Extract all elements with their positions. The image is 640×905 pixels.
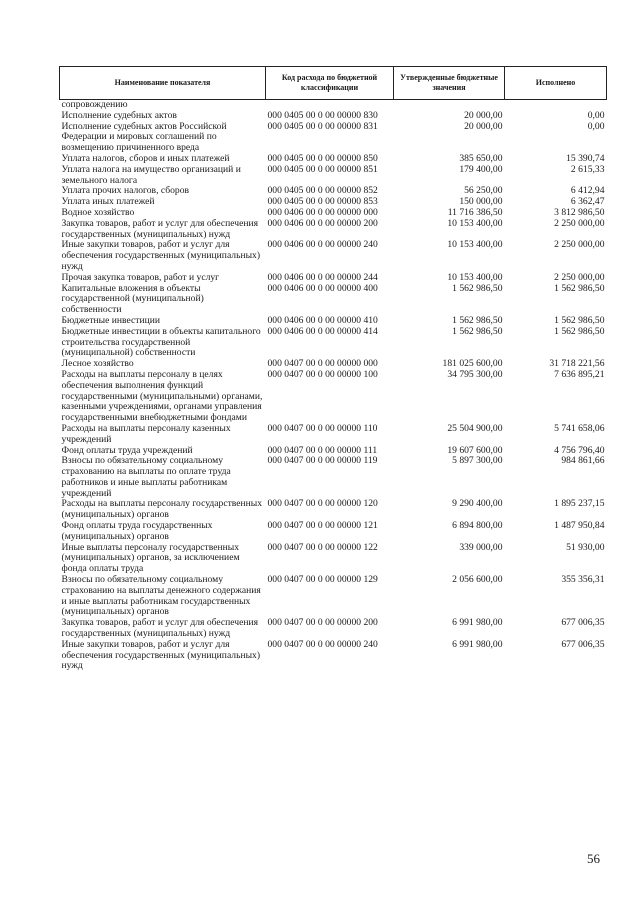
row-code: 000 0407 00 0 00 00000 120 xyxy=(267,498,378,510)
row-approved: 1 562 986,50 xyxy=(452,282,503,294)
table-row xyxy=(60,327,607,359)
row-approved: 20 000,00 xyxy=(464,109,503,121)
row-approved: 6 991 980,00 xyxy=(452,638,503,650)
row-name: Расходы на выплаты персоналу казенных учреждений xyxy=(61,422,231,445)
row-executed: 0,00 xyxy=(587,109,605,121)
row-executed: 1 562 986,50 xyxy=(554,314,605,326)
row-approved: 179 400,00 xyxy=(459,163,503,175)
row-executed: 2 250 000,00 xyxy=(554,271,605,283)
table-row xyxy=(60,284,607,316)
table-body xyxy=(60,100,607,673)
table-row xyxy=(60,640,607,672)
row-code: 000 0407 00 0 00 00000 000 xyxy=(267,358,378,370)
row-code: 000 0407 00 0 00 00000 119 xyxy=(267,455,378,467)
row-name: Взносы по обязательному социальному страхованию на выплаты по оплате труда работников и иные выплаты работникам учреждений xyxy=(61,455,231,499)
row-name: Уплата налогов, сборов и иных платежей xyxy=(61,152,230,164)
row-executed: 2 615,33 xyxy=(570,163,605,175)
table-row xyxy=(60,122,607,154)
row-approved: 181 025 600,00 xyxy=(442,358,503,370)
row-name: Капитальные вложения в объекты государственной (муниципальной) собственности xyxy=(61,282,204,316)
page-number: 56 xyxy=(587,851,600,866)
row-executed: 7 636 895,21 xyxy=(554,368,605,380)
table-row xyxy=(60,111,607,122)
row-name: Водное хозяйство xyxy=(61,206,135,218)
row-approved: 6 991 980,00 xyxy=(452,617,503,629)
row-code: 000 0407 00 0 00 00000 100 xyxy=(267,368,378,380)
row-code: 000 0407 00 0 00 00000 240 xyxy=(267,638,378,650)
row-name: сопровождению xyxy=(61,99,128,110)
row-approved: 1 562 986,50 xyxy=(452,325,503,337)
row-executed: 2 250 000,00 xyxy=(554,239,605,251)
row-approved: 385 650,00 xyxy=(459,152,503,164)
header-name: Наименование показателя xyxy=(60,67,266,100)
row-code: 000 0406 00 0 00 00000 000 xyxy=(267,206,378,218)
row-code: 000 0405 00 0 00 00000 851 xyxy=(267,163,378,175)
row-executed: 677 006,35 xyxy=(561,638,605,650)
row-executed: 4 756 796,40 xyxy=(554,444,605,456)
row-approved: 339 000,00 xyxy=(459,541,503,553)
row-approved: 11 716 386,50 xyxy=(447,206,503,218)
table-row xyxy=(60,543,607,575)
row-code: 000 0405 00 0 00 00000 850 xyxy=(267,152,378,164)
row-code: 000 0406 00 0 00 00000 240 xyxy=(267,239,378,251)
row-executed: 6 412,94 xyxy=(570,185,605,197)
row-approved: 10 153 400,00 xyxy=(447,271,503,283)
row-executed: 6 362,47 xyxy=(570,196,605,208)
row-executed: 1 562 986,50 xyxy=(554,282,605,294)
row-code: 000 0405 00 0 00 00000 852 xyxy=(267,185,378,197)
row-executed: 15 390,74 xyxy=(566,152,605,164)
table-row xyxy=(60,499,607,521)
table-row xyxy=(60,424,607,446)
row-code: 000 0407 00 0 00 00000 200 xyxy=(267,617,378,629)
row-name: Бюджетные инвестиции в объекты капитального строительства государственной (муниципальной) собственности xyxy=(61,325,261,359)
row-approved: 10 153 400,00 xyxy=(447,217,503,229)
table-header-row xyxy=(60,67,607,100)
row-name: Прочая закупка товаров, работ и услуг xyxy=(61,271,220,283)
row-name: Уплата прочих налогов, сборов xyxy=(61,185,190,197)
row-name: Взносы по обязательному социальному страхованию на выплаты денежного содержания и иные выплаты работникам государственных (муниципальных) органов xyxy=(61,574,261,618)
table-row xyxy=(60,618,607,640)
row-name: Фонд оплаты труда учреждений xyxy=(61,444,193,456)
row-executed: 355 356,31 xyxy=(561,574,605,586)
row-approved: 5 897 300,00 xyxy=(452,455,503,467)
row-approved: 10 153 400,00 xyxy=(447,239,503,251)
table-row xyxy=(60,456,607,499)
row-code: 000 0407 00 0 00 00000 122 xyxy=(267,541,378,553)
row-code: 000 0407 00 0 00 00000 129 xyxy=(267,574,378,586)
row-name: Бюджетные инвестиции xyxy=(61,314,160,326)
row-approved: 9 290 400,00 xyxy=(452,498,503,510)
row-name: Уплата налога на имущество организаций и земельного налога xyxy=(61,163,241,186)
budget-execution-table xyxy=(59,66,607,672)
table-row xyxy=(60,240,607,272)
row-executed: 51 930,00 xyxy=(566,541,605,553)
row-approved: 34 795 300,00 xyxy=(447,368,503,380)
row-name: Закупка товаров, работ и услуг для обеспечения государственных (муниципальных) нужд xyxy=(61,217,259,240)
row-name: Иные закупки товаров, работ и услуг для обеспечения государственных (муниципальных) нужд xyxy=(61,239,261,272)
row-executed: 31 718 221,56 xyxy=(549,358,605,370)
row-code: 000 0405 00 0 00 00000 830 xyxy=(267,109,378,121)
table-row xyxy=(60,521,607,543)
header-executed: Исполнено xyxy=(505,67,607,100)
row-approved: 19 607 600,00 xyxy=(447,444,503,456)
row-code: 000 0405 00 0 00 00000 853 xyxy=(267,196,378,208)
row-code: 000 0407 00 0 00 00000 121 xyxy=(267,520,378,532)
row-approved: 25 504 900,00 xyxy=(447,422,503,434)
row-executed: 0,00 xyxy=(587,120,605,132)
row-code: 000 0406 00 0 00 00000 244 xyxy=(267,271,378,283)
row-code: 000 0406 00 0 00 00000 410 xyxy=(267,314,378,326)
row-name: Исполнение судебных актов xyxy=(61,109,177,121)
row-executed: 1 562 986,50 xyxy=(554,325,605,337)
row-executed: 984 861,66 xyxy=(561,455,605,467)
row-approved: 20 000,00 xyxy=(464,120,503,132)
row-name: Расходы на выплаты персоналу в целях обеспечения выполнения функций государственными (муниципальными) органами, казенными учреждениями, органами управления государственными внебюджетными фондами xyxy=(61,368,263,424)
row-approved: 6 894 800,00 xyxy=(452,520,503,532)
row-name: Закупка товаров, работ и услуг для обеспечения государственных (муниципальных) нужд xyxy=(61,617,259,640)
row-code: 000 0407 00 0 00 00000 110 xyxy=(267,422,378,434)
row-name: Уплата иных платежей xyxy=(61,196,155,208)
header-code: Код расхода по бюджетной классификации xyxy=(266,67,394,100)
row-name: Фонд оплаты труда государственных (муниципальных) органов xyxy=(61,520,213,542)
row-name: Иные закупки товаров, работ и услуг для обеспечения государственных (муниципальных) нужд xyxy=(61,638,261,672)
row-code: 000 0407 00 0 00 00000 111 xyxy=(267,444,378,456)
table-row xyxy=(60,575,607,618)
row-executed: 1 487 950,84 xyxy=(554,520,605,532)
row-executed: 5 741 658,06 xyxy=(554,422,605,434)
row-name: Иные выплаты персоналу государственных (муниципальных) органов, за исключением фонда оплаты труда xyxy=(61,541,240,575)
row-approved: 150 000,00 xyxy=(459,196,503,208)
row-code: 000 0406 00 0 00 00000 200 xyxy=(267,217,378,229)
row-code: 000 0406 00 0 00 00000 400 xyxy=(267,282,378,294)
row-code: 000 0405 00 0 00 00000 831 xyxy=(267,120,378,132)
row-name: Лесное хозяйство xyxy=(61,358,134,370)
row-approved: 56 250,00 xyxy=(464,185,503,197)
row-executed: 3 812 986,50 xyxy=(554,206,605,218)
table-row xyxy=(60,165,607,187)
row-name: Исполнение судебных актов Российской Федерации и мировых соглашений по возмещению причиненного вреда xyxy=(61,120,227,154)
table-row xyxy=(60,370,607,424)
row-executed: 677 006,35 xyxy=(561,617,605,629)
row-name: Расходы на выплаты персоналу государственных (муниципальных) органов xyxy=(61,498,263,521)
table-row xyxy=(60,219,607,241)
row-approved: 1 562 986,50 xyxy=(452,314,503,326)
row-approved: 2 056 600,00 xyxy=(452,574,503,586)
row-code: 000 0406 00 0 00 00000 414 xyxy=(267,325,378,337)
table-row xyxy=(60,273,607,284)
header-approved: Утвержденные бюджетные значения xyxy=(394,67,505,100)
row-executed: 2 250 000,00 xyxy=(554,217,605,229)
row-executed: 1 895 237,15 xyxy=(554,498,605,510)
